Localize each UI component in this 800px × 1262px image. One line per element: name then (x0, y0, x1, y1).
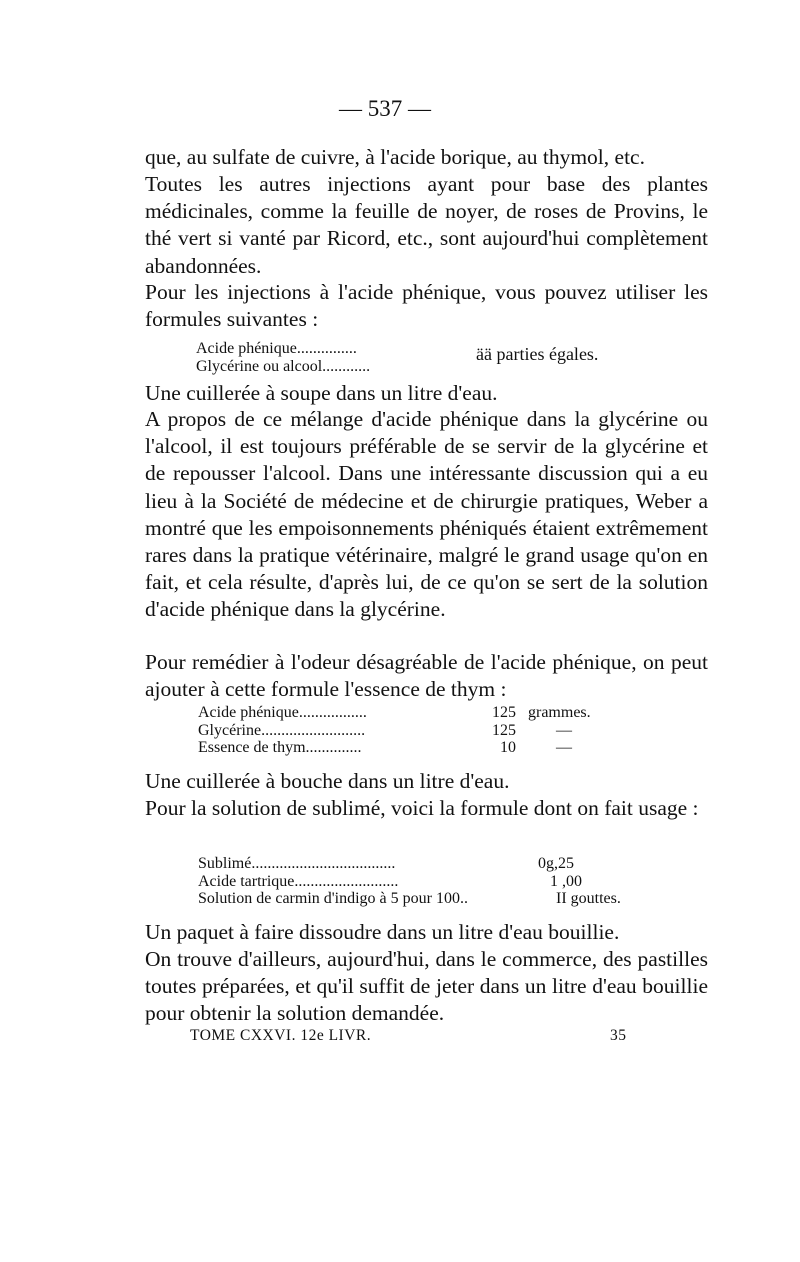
paragraph-2-text: Toutes les autres injections ayant pour base des plantes médicinales, comme la feuille de noyer, de roses de Provins, le thé vert si vanté par Ricord, etc., sont aujourd'hui complètement abandonnées. (145, 172, 708, 278)
paragraph-10: On trouve d'ailleurs, aujourd'hui, dans le commerce, des pastilles toutes préparées, et qu'il suffit de jeter dans un litre d'eau bouillie pour obtenir la solution demandée. (145, 947, 708, 1026)
formula-row (198, 739, 608, 757)
page-number: — 537 — (339, 96, 431, 121)
ingredient-qty: 125 (492, 704, 516, 721)
formula-row: Acide phénique............... (196, 340, 357, 357)
ingredient-qty: 0g,25 (538, 855, 574, 872)
ingredient-name: Essence de thym.............. (198, 739, 362, 756)
ingredient-unit: — (556, 739, 572, 756)
paragraph-6: Pour remédier à l'odeur désagréable de l'acide phénique, on peut ajouter à cette formule l'essence de thym : (145, 650, 708, 702)
ingredient-name: Acide tartrique.......................... (198, 872, 399, 890)
ingredient-name: Solution de carmin d'indigo à 5 pour 100.. (198, 890, 468, 907)
formula-row (198, 704, 608, 722)
paragraph-3: Pour les injections à l'acide phénique, vous pouvez utiliser les formules suivantes : (145, 280, 708, 332)
ingredient-qty: II gouttes. (556, 890, 621, 907)
ingredient-name: Sublimé.................................... (198, 855, 396, 872)
formula-row (198, 873, 658, 891)
paragraph-2 (145, 171, 708, 280)
ingredient-unit: grammes. (528, 704, 591, 721)
ingredient-unit: — (556, 721, 572, 739)
footer-signature: 35 (610, 1027, 627, 1044)
formula-sublime (198, 855, 658, 909)
paragraph-8: Pour la solution de sublimé, voici la formule dont on fait usage : (145, 796, 699, 820)
paragraph-9: Un paquet à faire dissoudre dans un litre d'eau bouillie. (145, 920, 620, 944)
ingredient-qty: 10 (500, 739, 516, 756)
ingredient-name: Glycérine.......................... (198, 721, 366, 739)
formula-thym (198, 704, 608, 758)
formula-row (198, 722, 608, 740)
paragraph-5: A propos de ce mélange d'acide phénique dans la glycérine ou l'alcool, il est toujours préférable de se servir de la glycérine et de repousser l'alcool. Dans une intéressante discussion qui a eu lieu à la Société de médecine et de chirurgie pratiques, Weber a montré que les empoisonnements phéniqués étaient extrêmement rares dans la pratique vétérinaire, malgré le grand usage qu'on en fait, et cela résulte, d'après lui, de ce qu'on se sert de la solution d'acide phénique dans la glycérine. (145, 407, 708, 622)
ingredient-qty: 1 ,00 (550, 872, 582, 890)
paragraph-7: Une cuillerée à bouche dans un litre d'eau. (145, 769, 510, 793)
paragraph-1: que, au sulfate de cuivre, à l'acide borique, au thymol, etc. (145, 145, 645, 169)
ingredient-name: Acide phénique................. (198, 704, 367, 721)
formula-row (198, 890, 658, 908)
formula-note: ää parties égales. (476, 344, 599, 364)
formula-row: Glycérine ou alcool............ (196, 357, 371, 375)
paragraph-4: Une cuillerée à soupe dans un litre d'eau. (145, 381, 498, 405)
formula-phenique (196, 340, 646, 376)
footer-volume: TOME CXXVI. 12e LIVR. (190, 1027, 372, 1044)
ingredient-qty: 125 (492, 721, 516, 739)
formula-row (198, 855, 658, 873)
